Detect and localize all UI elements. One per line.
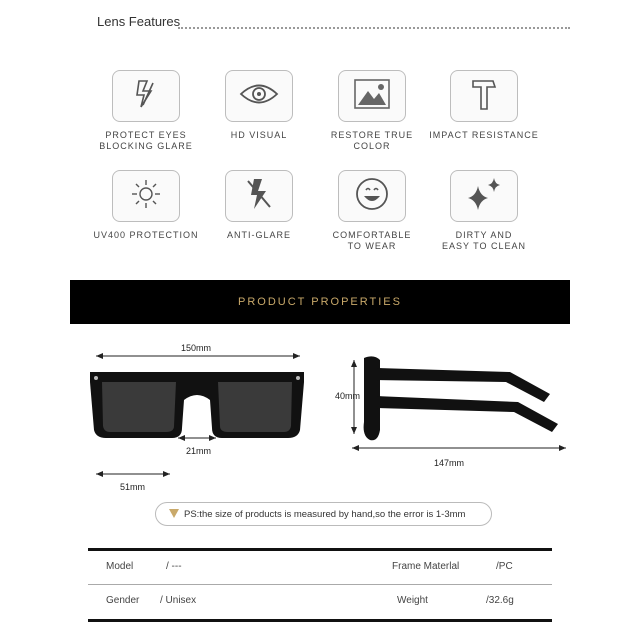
section-title: Lens Features <box>97 14 181 29</box>
feature-label: IMPACT RESISTANCE <box>429 130 539 140</box>
feature-comfortable <box>312 170 432 252</box>
no-glare-icon <box>242 175 276 218</box>
lens-width-dimension: 51mm <box>120 482 146 492</box>
gender-value: / Unisex <box>160 595 197 606</box>
eye-icon <box>239 81 279 112</box>
image-icon <box>352 77 392 116</box>
feature-anti-glare <box>199 170 319 241</box>
sun-icon <box>129 177 163 216</box>
product-properties-banner <box>70 280 570 324</box>
feature-label: ANTI-GLARE <box>226 230 291 240</box>
smile-icon <box>354 176 390 217</box>
width-dimension: 150mm <box>181 343 212 353</box>
feature-label: DIRTY AND EASY TO CLEAN <box>441 230 527 251</box>
frame-material-label: Frame Materlal <box>392 561 460 572</box>
glasses-side-diagram <box>340 350 570 460</box>
table-mid-rule <box>88 584 552 585</box>
table-top-rule <box>88 548 552 551</box>
height-dimension: 40mm <box>335 391 361 401</box>
feature-restore-color <box>312 70 432 152</box>
warning-icon <box>168 507 180 522</box>
glasses-front-diagram <box>90 340 310 500</box>
measurement-note <box>155 502 492 526</box>
model-value: / --- <box>166 561 182 572</box>
feature-easy-clean <box>424 170 544 252</box>
hammer-icon <box>467 75 501 118</box>
feature-impact-resistance <box>424 70 544 141</box>
table-bottom-rule <box>88 619 552 622</box>
bridge-dimension: 21mm <box>186 446 212 456</box>
model-label: Model <box>106 561 134 572</box>
lightning-icon <box>129 77 163 116</box>
feature-hd-visual <box>199 70 319 141</box>
frame-material-value: /PC <box>496 561 513 572</box>
feature-label: RESTORE TRUE COLOR <box>330 130 414 151</box>
feature-protect-eyes <box>86 70 206 152</box>
gender-label: Gender <box>106 595 140 606</box>
feature-label: HD VISUAL <box>230 130 288 140</box>
feature-label: UV400 PROTECTION <box>93 230 199 240</box>
weight-label: Weight <box>397 595 428 606</box>
temple-dimension: 147mm <box>434 458 465 468</box>
feature-label: COMFORTABLE TO WEAR <box>332 230 412 251</box>
sparkle-icon <box>464 176 504 217</box>
feature-uv400 <box>86 170 206 241</box>
note-text: PS:the size of products is measured by hand,so the error is 1-3mm <box>184 508 466 520</box>
weight-value: /32.6g <box>486 595 514 606</box>
banner-title: PRODUCT PROPERTIES <box>238 296 402 308</box>
dotted-divider <box>178 27 570 29</box>
feature-label: PROTECT EYES BLOCKING GLARE <box>99 130 193 151</box>
